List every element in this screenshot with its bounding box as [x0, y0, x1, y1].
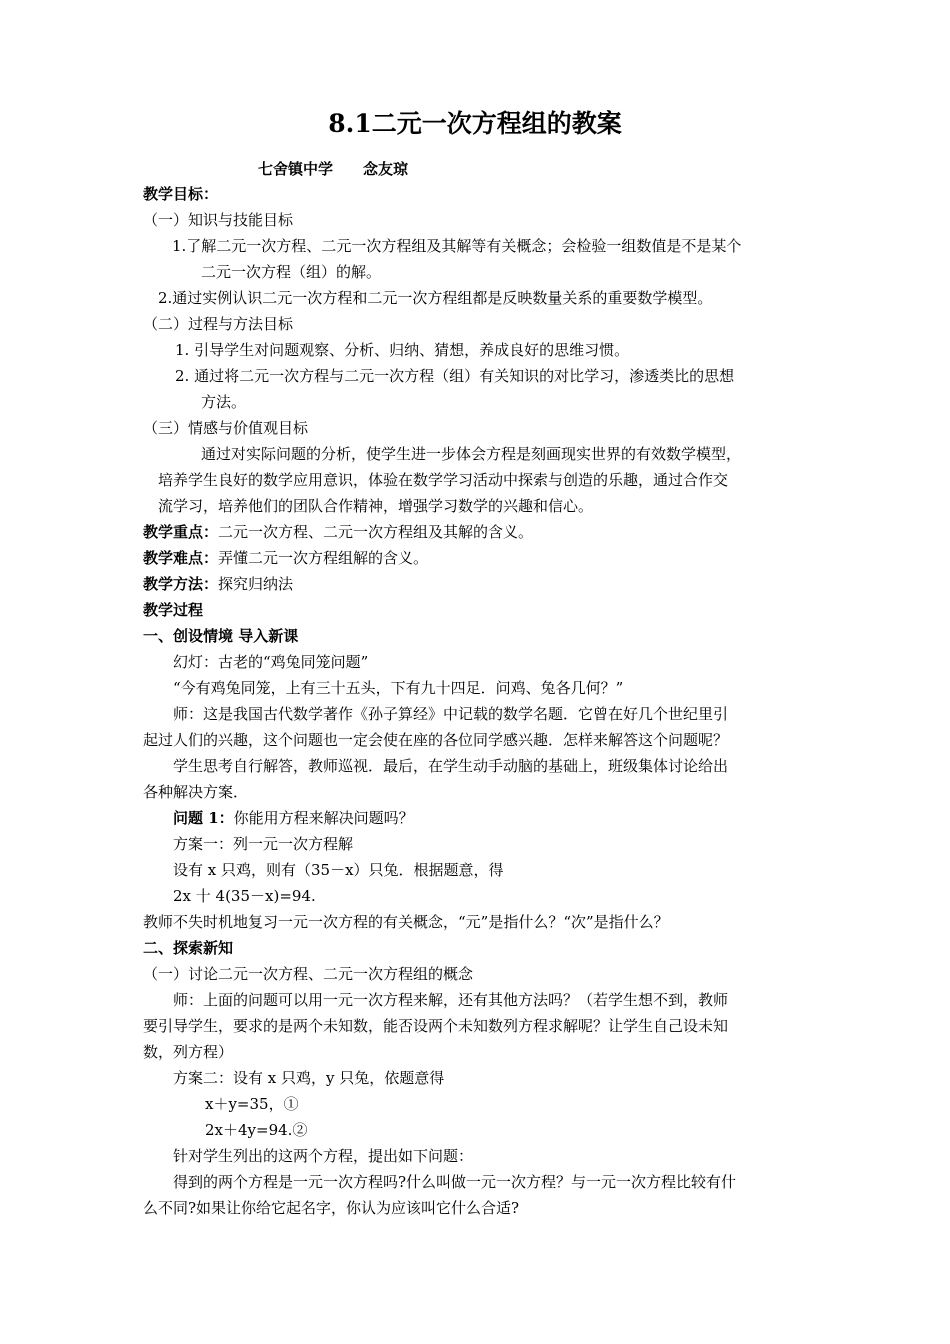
section-heading: 教学过程 — [143, 601, 204, 619]
question-row — [173, 808, 414, 828]
paragraph-line: 针对学生列出的这两个方程，提出如下问题： — [173, 1147, 474, 1165]
section-heading: 二、探索新知 — [143, 939, 234, 957]
paragraph-line: 数，列方程） — [143, 1043, 234, 1061]
paragraph-line: 方案二：设有 x 只鸡，y 只兔，依题意得 — [173, 1069, 445, 1087]
author-line: 七舍镇中学 念友琼 — [258, 160, 409, 178]
paragraph-line: 2.通过实例认识二元一次方程和二元一次方程组都是反映数量关系的重要数学模型。 — [158, 289, 713, 307]
equation-line: x＋y=35，① — [205, 1095, 299, 1113]
difficulty-label: 教学难点： — [143, 549, 219, 567]
paragraph-line: 起过人们的兴趣，这个问题也一定会使在座的各位同学感兴趣．怎样来解答这个问题呢？ — [143, 731, 729, 749]
method-row — [143, 574, 293, 594]
subsection-heading: （一）知识与技能目标 — [143, 211, 294, 229]
paragraph-line: 培养学生良好的数学应用意识，体验在数学学习活动中探索与创造的乐趣，通过合作交 — [158, 471, 729, 489]
paragraph-line: 设有 x 只鸡，则有（35－x）只兔．根据题意，得 — [173, 861, 504, 879]
subsection-heading: （一）讨论二元一次方程、二元一次方程组的概念 — [143, 965, 474, 983]
document-title: 8.1二元一次方程组的教案 — [328, 109, 622, 138]
paragraph-line: “今有鸡兔同笼，上有三十五头，下有九十四足．问鸡、兔各几何？” — [173, 679, 624, 697]
section-heading: 一、创设情境 导入新课 — [143, 627, 299, 645]
section-heading: 教学目标： — [143, 185, 219, 203]
equation-line: 2x 十 4(35－x)=94. — [173, 887, 316, 905]
paragraph-line: 教师不失时机地复习一元一次方程的有关概念，“元”是指什么？“次”是指什么？ — [143, 913, 669, 931]
paragraph-line: 通过对实际问题的分析，使学生进一步体会方程是刻画现实世界的有效数学模型， — [201, 445, 742, 463]
paragraph-line: 师：这是我国古代数学著作《孙子算经》中记载的数学名题．它曾在好几个世纪里引 — [173, 705, 729, 723]
paragraph-line: 师：上面的问题可以用一元一次方程来解，还有其他方法吗？（若学生想不到，教师 — [173, 991, 729, 1009]
difficulty-text: 弄懂二元一次方程组解的含义。 — [218, 549, 429, 567]
paragraph-line: 么不同?如果让你给它起名字，你认为应该叫它什么合适? — [143, 1199, 520, 1217]
paragraph-line: 得到的两个方程是一元一次方程吗?什么叫做一元一次方程？与一元一次方程比较有什 — [173, 1173, 737, 1191]
key-point-row — [143, 522, 533, 542]
method-text: 探究归纳法 — [218, 575, 294, 593]
paragraph-line: 幻灯：古老的“鸡兔同笼问题” — [173, 653, 369, 671]
method-label: 教学方法： — [143, 575, 219, 593]
subsection-heading: （三）情感与价值观目标 — [143, 419, 309, 437]
equation-line: 2x＋4y=94.② — [205, 1121, 308, 1139]
paragraph-line: 方法。 — [201, 393, 247, 411]
subsection-heading: （二）过程与方法目标 — [143, 315, 294, 333]
paragraph-line: 要引导学生，要求的是两个未知数，能否设两个未知数列方程求解呢？让学生自己设未知 — [143, 1017, 729, 1035]
difficulty-row — [143, 548, 428, 568]
question-text: 你能用方程来解决问题吗？ — [233, 809, 414, 827]
paragraph-line: 学生思考自行解答，教师巡视．最后，在学生动手动脑的基础上，班级集体讨论给出 — [173, 757, 729, 775]
paragraph-line: 各种解决方案． — [143, 783, 249, 801]
paragraph-line: 流学习，培养他们的团队合作精神，增强学习数学的兴趣和信心。 — [158, 497, 594, 515]
paragraph-line: 方案一：列一元一次方程解 — [173, 835, 354, 853]
key-point-text: 二元一次方程、二元一次方程组及其解的含义。 — [218, 523, 534, 541]
paragraph-line: 1. 引导学生对问题观察、分析、归纳、猜想，养成良好的思维习惯。 — [175, 341, 630, 359]
paragraph-line: 1.了解二元一次方程、二元一次方程组及其解等有关概念；会检验一组数值是不是某个 — [172, 237, 742, 255]
key-point-label: 教学重点： — [143, 523, 219, 541]
paragraph-line: 2. 通过将二元一次方程与二元一次方程（组）有关知识的对比学习，渗透类比的思想 — [175, 367, 735, 385]
paragraph-line: 二元一次方程（组）的解。 — [201, 263, 382, 281]
question-label: 问题 1： — [173, 809, 234, 827]
